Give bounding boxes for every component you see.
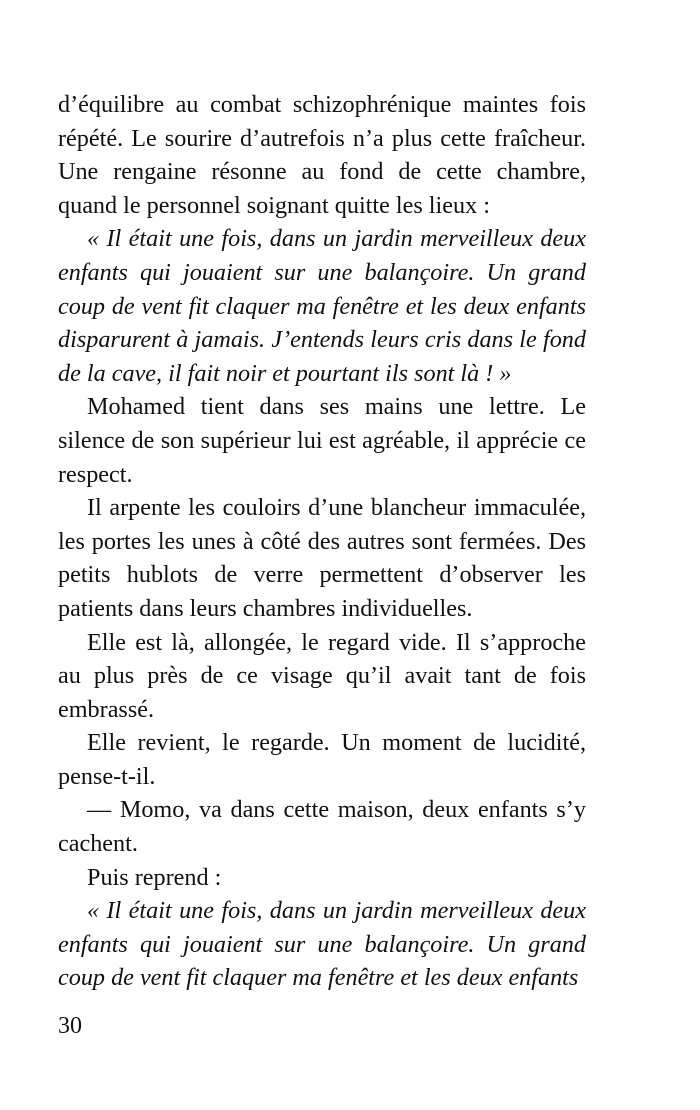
paragraph-lucidity: Elle revient, le regarde. Un moment de lucidité, pense-t-il. <box>58 729 586 790</box>
paragraph-dialogue-momo: — Momo, va dans cette maison, deux enfants s’y cachent. <box>58 796 586 858</box>
paragraph-refrain-quote-repeat: « Il était une fois, dans un jardin merveilleux deux enfants qui jouaient sur une balançoire. Un grand coup de vent fit claquer ma fenêtre et les deux enfants <box>58 897 586 992</box>
page-body <box>58 88 586 995</box>
paragraph-puis-reprend: Puis reprend : <box>87 863 222 891</box>
page-number: 30 <box>58 1013 82 1039</box>
paragraph-continuation: d’équilibre au combat schizophrénique maintes fois répété. Le sourire d’autrefois n’a plus cette fraîcheur. Une rengaine résonne au fond de cette chambre, quand le personnel soignant quitte les lieux : <box>58 91 586 219</box>
paragraph-mohamed-letter: Mohamed tient dans ses mains une lettre. Le silence de son supérieur lui est agréable, il apprécie ce respect. <box>58 393 586 488</box>
paragraph-corridors: Il arpente les couloirs d’une blancheur immaculée, les portes les unes à côté des autres sont fermées. Des petits hublots de verre permettent d’observer les patients dans leurs chambres individuelles. <box>58 494 586 622</box>
paragraph-refrain-quote: « Il était une fois, dans un jardin merveilleux deux enfants qui jouaient sur une balançoire. Un grand coup de vent fit claquer ma fenêtre et les deux enfants disparurent à jamais. J’entends leurs cris dans le fond de la cave, il fait noir et pourtant ils sont là ! » <box>58 225 586 387</box>
paragraph-she-is-there: Elle est là, allongée, le regard vide. Il s’approche au plus près de ce visage qu’il avait tant de fois embrassé. <box>58 628 586 723</box>
